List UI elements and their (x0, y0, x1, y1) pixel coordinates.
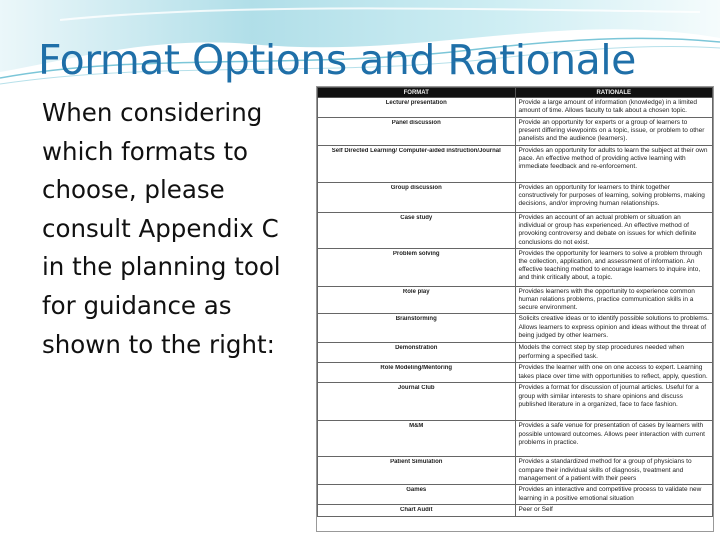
table-row (318, 286, 713, 314)
table-row (318, 146, 713, 183)
table-row (318, 213, 713, 249)
format-cell: Group discussion (318, 183, 516, 213)
table-row (318, 457, 713, 485)
table-header-row (318, 88, 713, 98)
body-line: in the planning tool (42, 252, 281, 282)
table-row (318, 314, 713, 343)
rationale-cell: Provide a large amount of information (knowledge) in a limited amount of time. Allows faculty to talk about a chosen topic. (515, 98, 713, 118)
table-row (318, 363, 713, 383)
table-row (318, 383, 713, 421)
format-cell: Role play (318, 286, 516, 314)
format-cell: Patient Simulation (318, 457, 516, 485)
body-line: When considering (42, 98, 263, 127)
table-row (318, 118, 713, 146)
rationale-cell: Provides a safe venue for presentation of cases by learners with possible untoward outcomes. Allows peer interaction with current problems in practice. (515, 421, 713, 457)
table-row (318, 421, 713, 457)
column-header-rationale: RATIONALE (515, 88, 713, 98)
table-row (318, 505, 713, 516)
format-rationale-table (316, 86, 714, 532)
rationale-cell: Provides the learner with one on one access to expert. Learning takes place over time with opportunities to reflect, apply, question. (515, 363, 713, 383)
format-cell: M&M (318, 421, 516, 457)
rationale-cell: Provides learners with the opportunity to experience common human relations problems, practice communication skills in a secure environment. (515, 286, 713, 314)
format-cell: Self Directed Learning/ Computer-aided instruction/Journal (318, 146, 516, 183)
body-line: consult Appendix C (42, 213, 279, 243)
format-cell: Games (318, 485, 516, 505)
rationale-cell: Provides an account of an actual problem or situation an individual or group has experienced. An effective method of provoking controversy and debate on issues for which definite conclusions do not exist. (515, 213, 713, 249)
body-line: shown to the right: (42, 329, 275, 359)
rationale-cell: Models the correct step by step procedures needed when performing a specified task. (515, 343, 713, 363)
format-cell: Journal Club (318, 383, 516, 421)
body-line: choose, please (42, 175, 225, 205)
rationale-cell: Peer or Self (515, 505, 713, 516)
table-row (318, 98, 713, 118)
format-cell: Lecture/ presentation (318, 98, 516, 118)
rationale-cell: Solicits creative ideas or to identify possible solutions to problems. Allows learners to express opinion and ideas without the threat of being judged by other learners. (515, 314, 713, 343)
body-line: which formats to (42, 136, 249, 166)
table-row (318, 485, 713, 505)
format-cell: Panel discussion (318, 118, 516, 146)
column-header-format: FORMAT (318, 88, 516, 98)
format-table (317, 87, 713, 517)
rationale-cell: Provides an opportunity for adults to learn the subject at their own pace. An effective method of providing active learning with immediate feedback and re-enforcement. (515, 146, 713, 183)
table-row (318, 248, 713, 286)
format-cell: Role Modeling/Mentoring (318, 363, 516, 383)
body-line: for guidance as (42, 290, 232, 320)
format-cell: Demonstration (318, 343, 516, 363)
table-row (318, 183, 713, 213)
body-text (42, 94, 300, 364)
format-cell: Brainstorming (318, 314, 516, 343)
rationale-cell: Provides an interactive and competitive process to validate new learning in a positive emotional situation (515, 485, 713, 505)
rationale-cell: Provides a format for discussion of journal articles. Useful for a group with similar interests to share opinions and discuss published literature in a organized, face to face fashion. (515, 383, 713, 421)
rationale-cell: Provides the opportunity for learners to solve a problem through the collection, application, and assessment of information. An effective teaching method to encourage learners to inquire into, and think critically about, a topic. (515, 248, 713, 286)
format-cell: Chart Audit (318, 505, 516, 516)
rationale-cell: Provides a standardized method for a group of physicians to compare their individual skills of diagnosis, treatment and management of a patient with their peers (515, 457, 713, 485)
format-cell: Problem solving (318, 248, 516, 286)
table-row (318, 343, 713, 363)
slide-title: Format Options and Rationale (38, 36, 636, 84)
rationale-cell: Provides an opportunity for learners to think together constructively for purposes of learning, solving problems, making decisions, and/or improving human relationships. (515, 183, 713, 213)
format-cell: Case study (318, 213, 516, 249)
rationale-cell: Provide an opportunity for experts or a group of learners to present differing viewpoints on a topic, issue, or problem to other panelists and the audience (learners). (515, 118, 713, 146)
